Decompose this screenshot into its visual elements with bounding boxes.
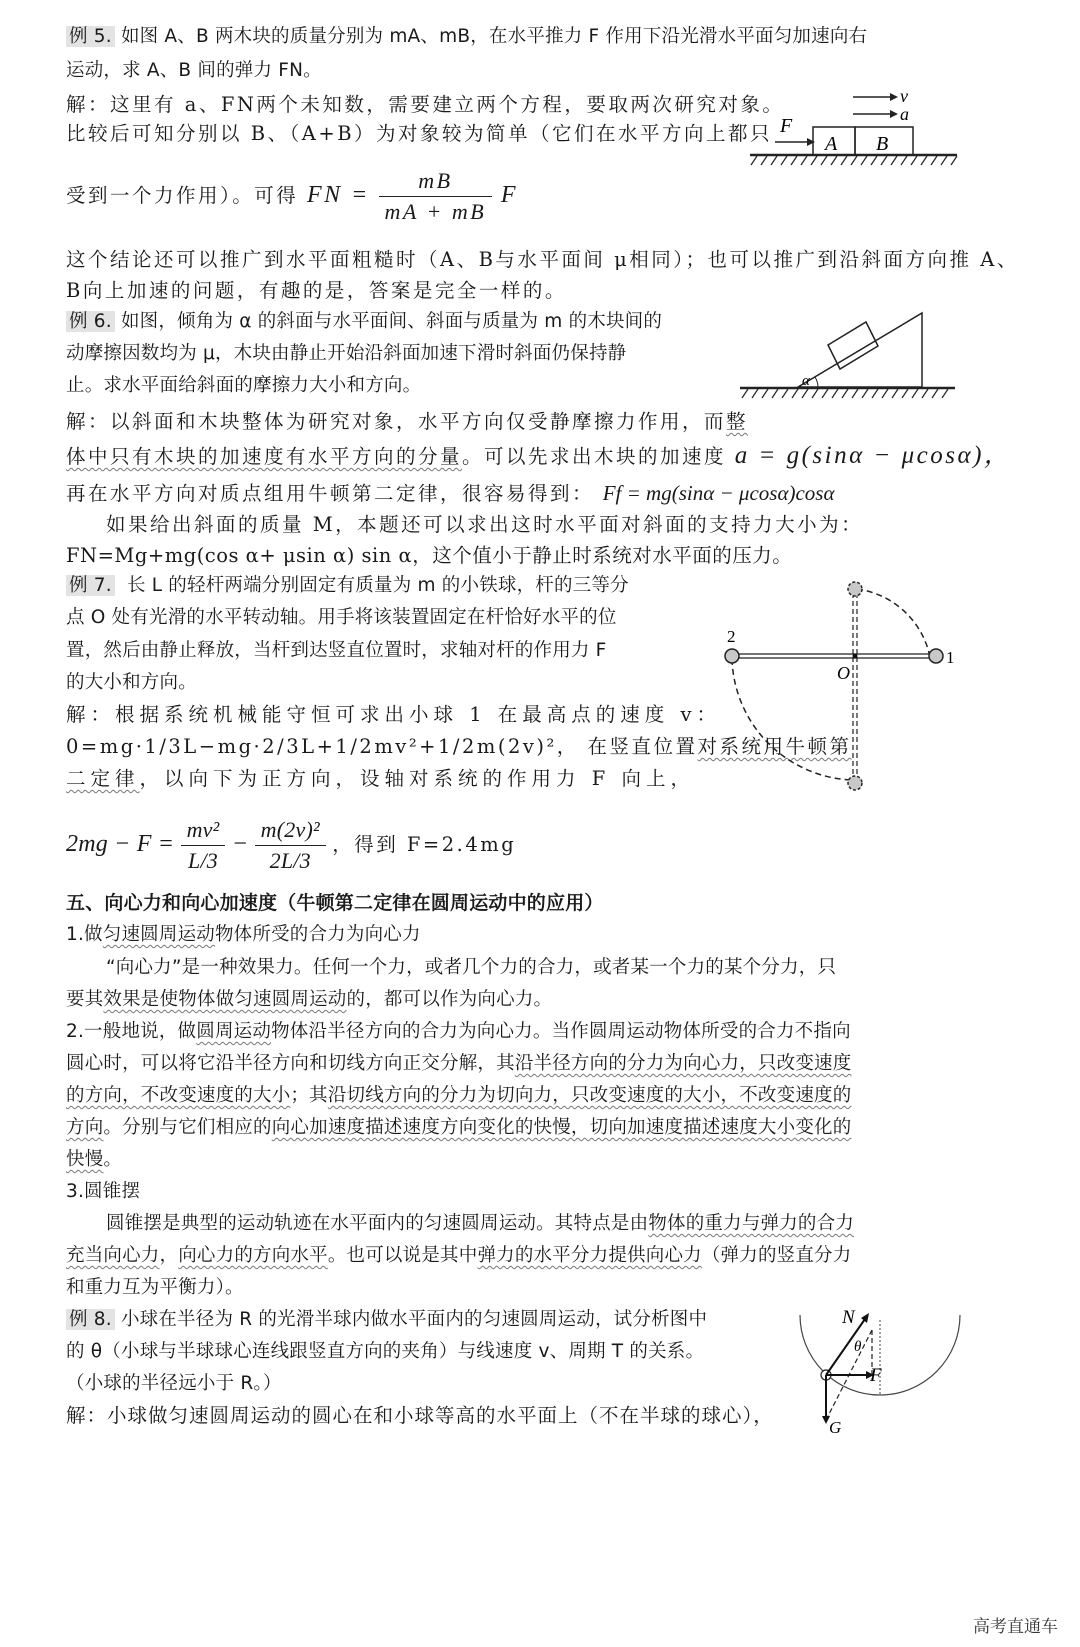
- svg-text:α: α: [802, 373, 810, 389]
- section5-p9-pre: 圆锥摆是典型的运动轨迹在水平面内的匀速圆周运动。其特点是由: [106, 1213, 649, 1234]
- ex5-block-diagram: [745, 82, 960, 167]
- gravity-arrow-icon: [822, 1375, 830, 1424]
- ex6-acceleration-formula: a = g(sinα − μcosα)，: [734, 442, 1012, 469]
- ex7-text1: 长 L 的轻杆两端分别固定有质量为 m 的小铁球，杆的三等分: [126, 575, 629, 596]
- section5-p4: [66, 1049, 851, 1079]
- ex7-eq-den1: L/3: [188, 848, 218, 873]
- section5-p1-pre: 1.做: [66, 924, 103, 945]
- section5-p2-line1: “向心力”是一种效果力。任何一个力，或者几个力的合力，或者某一个力的某个分力，只: [106, 957, 837, 978]
- svg-text:O: O: [837, 663, 850, 683]
- ex8-text1: 小球在半径为 R 的光滑半球内做水平面内的匀速圆周运动，试分析图中: [120, 1309, 708, 1330]
- svg-text:1: 1: [946, 648, 955, 667]
- ex7-eq-num1: mv²: [181, 815, 226, 846]
- section5-p2-pre: 要其: [66, 989, 104, 1010]
- ex7-line1: [66, 571, 629, 601]
- ex5-line2: 运动，求 A、B 间的弹力 FN。: [66, 60, 322, 81]
- pivot-point: [853, 654, 858, 659]
- svg-text:a: a: [900, 104, 909, 124]
- svg-text:A: A: [825, 133, 838, 155]
- section5-p10-mid2: 。也可以说是其中: [327, 1245, 478, 1266]
- ex8-label: 例 8.: [66, 1309, 115, 1330]
- ex8-line2: 的 θ（小球与半球球心连线跟竖直方向的夹角）与线速度 v、周期 T 的关系。: [66, 1341, 705, 1362]
- ex5-formula-tail: F: [500, 182, 519, 208]
- ex5-sol2: 比较后可知分别以 B、（A+B）为对象较为简单（它们在水平方向上都只: [66, 122, 773, 145]
- section5-p6-underlined1: 方向: [66, 1117, 104, 1138]
- ex8-sol1: 解：小球做匀速圆周运动的圆心在和小球等高的水平面上（不在半球的球心），: [66, 1404, 774, 1427]
- ex7-line4: 的大小和方向。: [66, 672, 197, 693]
- ex7-sol3-underlined: 二定律: [66, 767, 140, 790]
- ex7-eq-num2: m(2v)²: [255, 815, 326, 846]
- svg-text:F: F: [780, 115, 793, 137]
- section5-p1-underlined: 匀速圆周运动: [102, 924, 215, 945]
- section5-p6-underlined2: 向心加速度描述速度方向变化的快慢，切向加速度描述速度大小变化的: [271, 1117, 852, 1138]
- section5-p1: [66, 920, 421, 950]
- ex5-formula-lhs: FN =: [306, 182, 370, 208]
- ex6-extra2: FN=Mg+mg(cos α+ μsin α) sin α，这个值小于静止时系统对水平面的压力。: [66, 544, 793, 567]
- ex7-result: ，得到 F=2.4mg: [332, 833, 517, 856]
- section5-p10-underlined2: 向心力的方向水平: [178, 1245, 328, 1266]
- section5-p3-underlined: 圆周运动: [196, 1021, 272, 1042]
- ex6-incline-diagram: [740, 305, 960, 410]
- ex6-friction-formula: Ff = mg(sinα − μcosα)cosα: [602, 481, 835, 505]
- svg-text:v: v: [900, 86, 908, 106]
- section5-p4-underlined: 沿半径方向的分力为向心力，只改变速度: [514, 1053, 852, 1074]
- ex5-sol1: 解：这里有 a、FN两个未知数，需要建立两个方程，要取两次研究对象。: [66, 93, 785, 116]
- section5-p7-post: 。: [103, 1149, 123, 1170]
- ex5-sol3-text: 受到一个力作用）。可得: [66, 184, 299, 207]
- section5-p9-underlined: 物体的重力与弹力的合力: [648, 1213, 855, 1234]
- section5-p4-pre: 圆心时，可以将它沿半径方向和切线方向正交分解，其: [66, 1053, 515, 1074]
- section5-p3-pre: 2.一般地说，做: [66, 1021, 197, 1042]
- section5-title: 五、向心力和向心加速度（牛顿第二定律在圆周运动中的应用）: [66, 892, 604, 914]
- ball-ghost-top: [848, 582, 862, 596]
- ex6-sol2-text: 。可以先求出木块的加速度: [462, 445, 727, 468]
- section5-p5-underlined2: 沿切线方向的分力为切向力，只改变速度的大小，不改变速度的: [327, 1085, 852, 1106]
- ex5-sol3: [66, 165, 518, 227]
- ex7-label: 例 7.: [66, 575, 115, 596]
- svg-text:N: N: [842, 1307, 855, 1328]
- ex5-note1: 这个结论还可以推广到水平面粗糙时（A、B与水平面间 μ相同）；也可以推广到沿斜面方向推 A、: [66, 248, 1019, 271]
- ex7-sol3-text: ，以向下为正方向，设轴对系统的作用力 F 向上，: [139, 767, 695, 790]
- section5-p3: [66, 1017, 851, 1047]
- section5-p10-post: （弹力的竖直分力: [701, 1245, 852, 1266]
- velocity-arrow-icon: [853, 86, 908, 106]
- ex6-sol3: [66, 478, 834, 509]
- ex7-eq-minus: −: [231, 831, 249, 857]
- incline: [798, 313, 922, 387]
- section5-p2-line2: [66, 985, 552, 1015]
- svg-text:G: G: [829, 1418, 842, 1437]
- ex7-eq-frac2: [255, 815, 326, 876]
- section5-p10: [66, 1241, 851, 1271]
- ex6-sol1: [66, 407, 748, 437]
- ex8-line3: （小球的半径远小于 R。）: [66, 1373, 282, 1394]
- section5-p10-underlined1: 充当向心力: [66, 1245, 160, 1266]
- section5-p8: 3.圆锥摆: [66, 1181, 141, 1202]
- section5-p3-post: 物体沿半径方向的合力为向心力。当作圆周运动物体所受的合力不指向: [271, 1021, 851, 1042]
- section5-p11: 和重力互为平衡力）。: [66, 1277, 244, 1298]
- ex6-line2: 动摩擦因数均为 μ，木块由静止开始沿斜面加速下滑时斜面仍保持静: [66, 343, 627, 364]
- section5-p7: [66, 1145, 122, 1175]
- ex7-line2: 点 O 处有光滑的水平转动轴。用手将该装置固定在杆恰好水平的位: [66, 607, 617, 628]
- ex5-formula-den: mA + mB: [384, 199, 487, 224]
- section5-p7-underlined: 快慢: [66, 1149, 104, 1170]
- ex7-eq-frac1: [181, 815, 226, 876]
- ex7-sol2-text: 0=mg·1/3L−mg·2/3L+1/2mv²+1/2m(2v)²， 在竖直位置: [66, 735, 698, 758]
- ex6-sol1-text: 解：以斜面和木块整体为研究对象，水平方向仅受静摩擦力作用，而: [66, 410, 727, 433]
- section5-p1-post: 物体所受的合力为向心力: [214, 924, 421, 945]
- section5-p2-post: 的，都可以作为向心力。: [346, 989, 553, 1010]
- section5-p6: [66, 1113, 851, 1143]
- ex5-note2: B向上加速的问题，有趣的是，答案是完全一样的。: [66, 279, 567, 302]
- ground-hatch: [751, 156, 957, 165]
- ex6-extra1: 如果给出斜面的质量 M，本题还可以求出这时水平面对斜面的支持力大小为：: [106, 513, 864, 536]
- svg-text:2: 2: [727, 627, 736, 646]
- section5-p6-mid: 。分别与它们相应的: [103, 1117, 272, 1138]
- ex5-line1: [66, 22, 867, 52]
- ex5-formula-num: mB: [379, 166, 493, 197]
- svg-text:B: B: [876, 133, 889, 155]
- ex5-label: 例 5.: [66, 26, 115, 47]
- ex8-hemisphere-diagram: [790, 1305, 970, 1440]
- watermark: 高考直通车: [973, 1617, 1058, 1637]
- ball-1: [929, 649, 943, 663]
- section5-p10-mid: ，: [159, 1245, 179, 1266]
- ex6-sol1-underlined: 整: [726, 410, 749, 433]
- ex6-line1: [66, 307, 662, 337]
- ex6-text1: 如图，倾角为 α 的斜面与水平面间、斜面与质量为 m 的木块间的: [120, 311, 663, 332]
- ex7-equation: [66, 812, 516, 877]
- svg-text:F: F: [870, 1365, 882, 1386]
- section5-p5-mid: ；其: [290, 1085, 328, 1106]
- section5-p5-underlined1: 的方向，不改变速度的大小: [66, 1085, 291, 1106]
- ball-ghost-bottom: [848, 776, 862, 790]
- ex6-sol2: [66, 441, 1011, 472]
- force-arrow-icon: [775, 138, 815, 146]
- section5-p2-underlined: 效果是使物体做匀速圆周运动: [103, 989, 347, 1010]
- ball-2: [725, 649, 739, 663]
- centripetal-force-arrow-icon: [826, 1371, 874, 1379]
- wood-block: [828, 322, 878, 369]
- ex7-rod-diagram: [715, 575, 955, 800]
- acceleration-arrow-icon: [853, 104, 909, 124]
- ex7-sol2-underlined: 对系统用牛顿第: [697, 735, 852, 758]
- ex5-formula-fraction: [379, 166, 493, 227]
- section5-p5: [66, 1081, 851, 1111]
- ex6-line3: 止。求水平面给斜面的摩擦力大小和方向。: [66, 375, 422, 396]
- svg-text:θ: θ: [854, 1339, 862, 1355]
- ex7-eq-lhs: 2mg − F =: [66, 831, 175, 857]
- ex6-sol3-text: 再在水平方向对质点组用牛顿第二定律，很容易得到：: [66, 482, 595, 505]
- ex7-sol1: 解：根据系统机械能守恒可求出小球 1 在最高点的速度 v：: [66, 703, 722, 726]
- ex8-line1: [66, 1305, 707, 1335]
- ex7-line3: 置，然后由静止释放，当杆到达竖直位置时，求轴对杆的作用力 F: [66, 640, 607, 661]
- ex7-eq-den2: 2L/3: [269, 848, 311, 873]
- ex5-text1: 如图 A、B 两木块的质量分别为 mA、mB，在水平推力 F 作用下沿光滑水平面匀加速向右: [120, 26, 868, 47]
- section5-p10-underlined3: 弹力的水平分力提供向心力: [477, 1245, 702, 1266]
- ex6-sol2-underlined: 体中只有木块的加速度有水平方向的分量: [66, 445, 463, 468]
- section5-p9: [106, 1209, 854, 1239]
- ex7-sol3: [66, 764, 695, 794]
- ex6-label: 例 6.: [66, 311, 115, 332]
